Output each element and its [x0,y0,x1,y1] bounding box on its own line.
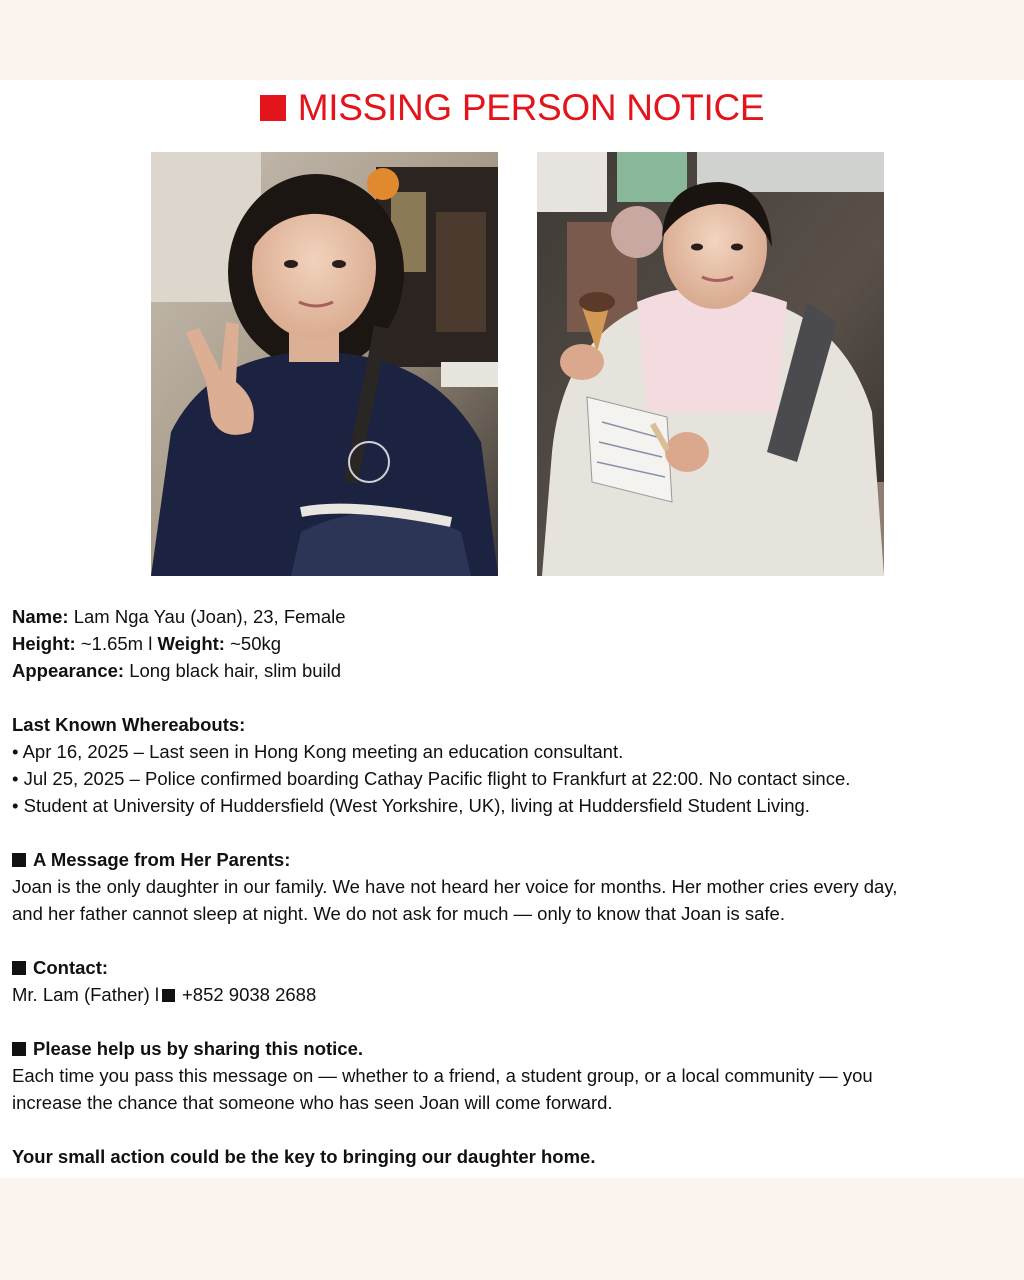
parents-heading-text: A Message from Her Parents: [33,849,291,870]
contact-heading-text: Contact: [33,957,109,978]
photo-joan-street [537,152,884,576]
parents-heading [12,846,1022,873]
contact-line [12,981,1022,1008]
name-value: Lam Nga Yau (Joan), 23, Female [68,606,346,627]
weight-label: Weight: [157,633,225,654]
detail-height-weight [12,630,1022,657]
closing-line [12,1143,1022,1170]
whereabouts-item: • Student at University of Huddersfield (West Yorkshire, UK), living at Huddersfield Student Living. [12,795,810,816]
weight-value: ~50kg [224,633,282,654]
contact-heading [12,954,1022,981]
detail-name [12,603,1022,630]
whereabouts-item: • Jul 25, 2025 – Police confirmed boarding Cathay Pacific flight to Frankfurt at 22:00. No contact since. [12,768,851,789]
black-square-icon [12,961,26,975]
parents-message-line: and her father cannot sleep at night. We do not ask for much — only to know that Joan is safe. [12,903,785,924]
share-heading [12,1035,1022,1062]
phone-icon [162,989,175,1002]
whereabouts-heading [12,711,1022,738]
black-square-icon [12,1042,26,1056]
notice-body [12,603,1022,1170]
parents-message-line: Joan is the only daughter in our family. We have not heard her voice for months. Her mother cries every day, [12,876,898,897]
detail-appearance [12,657,1022,684]
share-heading-text: Please help us by sharing this notice. [33,1038,364,1059]
red-square-icon [260,95,286,121]
photo-joan-cafe [151,152,498,576]
separator: l [143,633,158,654]
name-label: Name: [12,606,69,627]
contact-person: Mr. Lam (Father) l [12,984,159,1005]
whereabouts-item: • Apr 16, 2025 – Last seen in Hong Kong meeting an education consultant. [12,741,624,762]
appearance-value: Long black hair, slim build [124,660,342,681]
notice-title [0,86,1024,130]
black-square-icon [12,853,26,867]
height-value: ~1.65m [75,633,144,654]
share-message-line: Each time you pass this message on — whether to a friend, a student group, or a local community — you [12,1065,873,1086]
closing-text: Your small action could be the key to bringing our daughter home. [12,1146,596,1167]
notice-title-text: MISSING PERSON NOTICE [297,87,765,128]
contact-phone[interactable]: +852 9038 2688 [182,984,317,1005]
whereabouts-heading-text: Last Known Whereabouts: [12,714,246,735]
height-label: Height: [12,633,76,654]
notice-sheet [0,80,1024,1178]
appearance-label: Appearance: [12,660,125,681]
share-message-line: increase the chance that someone who has seen Joan will come forward. [12,1092,613,1113]
